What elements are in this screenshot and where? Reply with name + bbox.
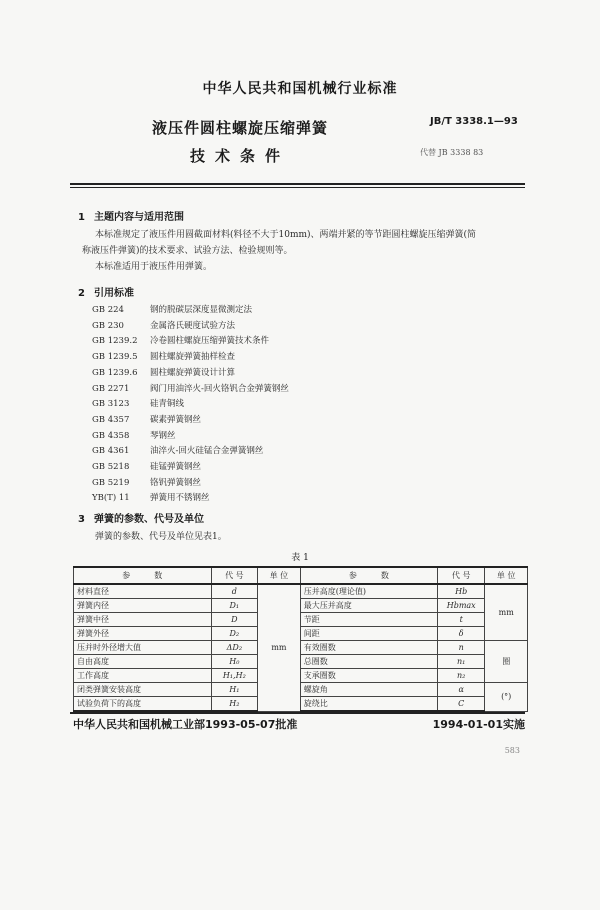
param-cell: 弹簧中径 xyxy=(74,613,212,627)
reference-item xyxy=(92,382,289,394)
document-title: 液压件圆柱螺旋压缩弹簧 xyxy=(151,119,328,137)
reference-title: 冷卷圆柱螺旋压缩弹簧技术条件 xyxy=(150,336,270,347)
param-cell: 总圈数 xyxy=(300,655,437,669)
reference-title: 金属洛氏硬度试验方法 xyxy=(150,320,236,331)
reference-title: 圆柱螺旋弹簧设计计算 xyxy=(150,367,236,378)
reference-item xyxy=(92,366,235,378)
reference-code: GB 4361 xyxy=(92,446,130,457)
page-number: 583 xyxy=(504,746,520,755)
symbol-cell: n₁ xyxy=(438,655,485,669)
header-symbol: 代 号 xyxy=(211,567,258,584)
section-title: 主题内容与适用范围 xyxy=(94,212,184,223)
reference-title: 阀门用油淬火-回火铬钒合金弹簧钢丝 xyxy=(150,383,289,394)
section-number: 1 xyxy=(78,212,85,223)
symbol-cell: n xyxy=(438,641,485,655)
symbol-cell: C xyxy=(438,697,485,712)
section-3-heading xyxy=(78,510,204,525)
param-cell: 螺旋角 xyxy=(300,683,437,697)
table-row xyxy=(74,613,528,627)
table-title: 表 1 xyxy=(291,553,309,563)
table-row xyxy=(74,599,528,613)
reference-code: GB 1239.6 xyxy=(92,367,138,378)
symbol-cell: D xyxy=(211,613,258,627)
reference-item xyxy=(92,460,201,472)
param-cell: 弹簧外径 xyxy=(74,627,212,641)
reference-title: 弹簧用不锈钢丝 xyxy=(150,493,210,504)
param-cell: 材料直径 xyxy=(74,584,212,599)
unit-cell: 圈 xyxy=(485,641,528,683)
reference-title: 油淬火-回火硅锰合金弹簧钢丝 xyxy=(150,446,264,457)
param-cell: 有效圈数 xyxy=(300,641,437,655)
header-param: 参 数 xyxy=(300,567,437,584)
symbol-cell: δ xyxy=(438,627,485,641)
reference-item xyxy=(92,413,201,425)
reference-item xyxy=(92,319,235,331)
table-header-row xyxy=(74,567,528,584)
unit-cell: mm xyxy=(258,584,301,711)
symbol-cell: H₀ xyxy=(211,655,258,669)
reference-item xyxy=(92,491,210,503)
unit-cell: (°) xyxy=(485,683,528,712)
symbol-cell: α xyxy=(438,683,485,697)
reference-item xyxy=(92,303,252,315)
reference-code: GB 4358 xyxy=(92,430,130,441)
param-cell: 弹簧内径 xyxy=(74,599,212,613)
footer-rule xyxy=(70,712,525,714)
reference-item xyxy=(92,350,235,362)
header-param: 参 数 xyxy=(74,567,212,584)
symbol-cell: t xyxy=(438,613,485,627)
param-cell: 间距 xyxy=(300,627,437,641)
section-1-scope: 本标准适用于液压件用弹簧。 xyxy=(95,262,213,272)
param-cell: 压并时外径增大值 xyxy=(74,641,212,655)
reference-code: GB 1239.5 xyxy=(92,352,138,363)
reference-code: GB 5219 xyxy=(92,477,130,488)
section-1-paragraph: 本标准规定了液压件用圆截面材料(料径不大于10mm)、两端并紧的等节距圆柱螺旋压缩弹簧(简 xyxy=(95,230,477,240)
table-row xyxy=(74,697,528,712)
section-title: 弹簧的参数、代号及单位 xyxy=(94,514,204,525)
param-cell: 工作高度 xyxy=(74,669,212,683)
section-number: 3 xyxy=(78,514,85,525)
implementation-date: 1994-01-01实施 xyxy=(432,718,525,731)
table-row xyxy=(74,655,528,669)
table-row xyxy=(74,669,528,683)
org-header: 中华人民共和国机械行业标准 xyxy=(202,81,398,97)
reference-code: GB 1239.2 xyxy=(92,336,138,347)
header-unit: 单 位 xyxy=(258,567,301,584)
section-3-paragraph: 弹簧的参数、代号及单位见表1。 xyxy=(95,532,227,542)
table-row xyxy=(74,683,528,697)
reference-item xyxy=(92,397,184,409)
document-subtitle: 技术条件 xyxy=(189,147,290,165)
table-row xyxy=(74,627,528,641)
param-cell: 闭类弹簧安装高度 xyxy=(74,683,212,697)
section-1-paragraph-cont: 称液压件弹簧)的技术要求、试验方法、检验规则等。 xyxy=(82,246,293,256)
reference-code: GB 230 xyxy=(92,320,124,331)
table-row xyxy=(74,641,528,655)
param-cell: 最大压并高度 xyxy=(300,599,437,613)
symbol-cell: H₂ xyxy=(211,697,258,712)
reference-title: 琴钢丝 xyxy=(150,430,176,441)
parameter-table xyxy=(73,566,528,712)
header-unit: 单 位 xyxy=(485,567,528,584)
reference-title: 碳素弹簧钢丝 xyxy=(150,414,202,425)
symbol-cell: d xyxy=(211,584,258,599)
header-symbol: 代 号 xyxy=(438,567,485,584)
symbol-cell: H₁,H₂ xyxy=(211,669,258,683)
param-cell: 试验负荷下的高度 xyxy=(74,697,212,712)
symbol-cell: D₁ xyxy=(211,599,258,613)
param-cell: 自由高度 xyxy=(74,655,212,669)
symbol-cell: Hb xyxy=(438,584,485,599)
reference-title: 硅锰弹簧钢丝 xyxy=(150,462,202,472)
param-cell: 旋绕比 xyxy=(300,697,437,712)
reference-title: 铬钒弹簧钢丝 xyxy=(150,477,202,488)
top-rule xyxy=(70,183,525,185)
reference-title: 钢的脱碳层深度显微测定法 xyxy=(150,305,253,315)
approval-note: 中华人民共和国机械工业部1993-05-07批准 xyxy=(73,718,298,731)
param-cell: 节距 xyxy=(300,613,437,627)
symbol-cell: H₁ xyxy=(211,683,258,697)
section-title: 引用标准 xyxy=(94,288,134,299)
reference-title: 圆柱螺旋弹簧抽样检查 xyxy=(150,352,236,363)
reference-item xyxy=(92,444,263,456)
reference-item xyxy=(92,334,269,346)
reference-code: GB 5218 xyxy=(92,462,130,472)
section-1-heading xyxy=(78,208,184,223)
table-row xyxy=(74,584,528,599)
reference-item xyxy=(92,429,176,441)
unit-cell: mm xyxy=(485,584,528,641)
param-cell: 压并高度(理论值) xyxy=(300,584,437,599)
symbol-cell: Hbmax xyxy=(438,599,485,613)
reference-code: YB(T) 11 xyxy=(92,493,130,504)
reference-code: GB 2271 xyxy=(92,383,130,394)
reference-title: 硅青铜线 xyxy=(150,399,185,410)
reference-item xyxy=(92,476,201,488)
symbol-cell: ΔD₂ xyxy=(211,641,258,655)
symbol-cell: n₂ xyxy=(438,669,485,683)
replaces-note: 代替 JB 3338 83 xyxy=(420,148,484,157)
top-rule-thin xyxy=(70,187,525,188)
reference-code: GB 4357 xyxy=(92,414,130,425)
section-2-heading xyxy=(78,284,134,299)
standard-number: JB/T 3338.1—93 xyxy=(430,116,518,127)
section-number: 2 xyxy=(78,288,85,299)
reference-code: GB 3123 xyxy=(92,399,130,410)
symbol-cell: D₂ xyxy=(211,627,258,641)
param-cell: 支承圈数 xyxy=(300,669,437,683)
reference-code: GB 224 xyxy=(92,305,124,315)
